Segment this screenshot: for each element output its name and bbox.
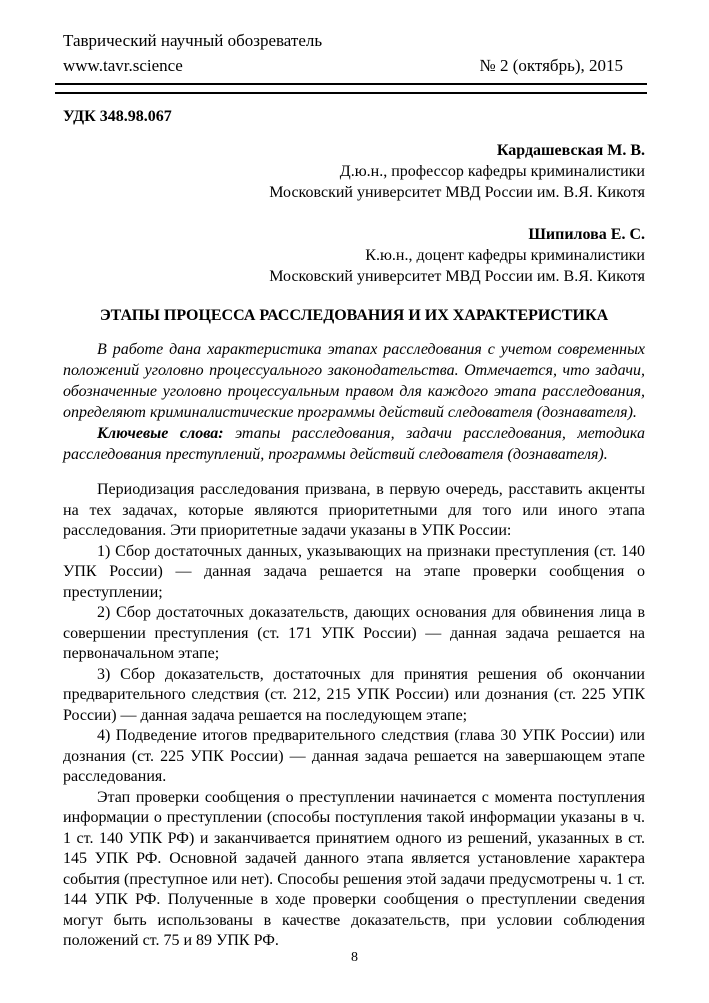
journal-url: www.tavr.science: [63, 56, 183, 75]
author-degree: Д.ю.н., профессор кафедры криминалистики: [339, 163, 645, 180]
journal-title: Таврический научный обозреватель: [63, 31, 323, 50]
author-affiliation: Московский университет МВД России им. В.Я. Кикотя: [269, 184, 645, 201]
author-name: Шипилова Е. С.: [528, 226, 645, 243]
author-degree: К.ю.н., доцент кафедры криминалистики: [365, 247, 645, 264]
article-body: [63, 480, 645, 952]
article-title: ЭТАПЫ ПРОЦЕССА РАССЛЕДОВАНИЯ И ИХ ХАРАКТЕРИСТИКА: [99, 307, 609, 324]
body-paragraph: Периодизация расследования призвана, в первую очередь, расставить акценты на тех задачах, которые являются приоритетными для того или иного этапа расследования. Эти приоритетные задачи указаны в УПК России:: [63, 481, 645, 539]
author-block-2: [63, 224, 645, 287]
keywords-line: [63, 423, 645, 465]
abstract-block: [63, 339, 645, 465]
body-paragraph: 2) Сбор достаточных доказательств, дающих основания для обвинения лица в совершении преступления (ст. 171 УПК России) — данная задача решается на первоначальном этапе;: [63, 604, 645, 662]
issue-label: № 2 (октябрь), 2015: [479, 56, 623, 75]
body-paragraph: 1) Сбор достаточных данных, указывающих на признаки преступления (ст. 140 УПК России) — данная задача решается на этапе проверки сообщения о преступлении;: [63, 542, 645, 601]
page-footer: [0, 950, 709, 966]
header-rule-top: [55, 83, 647, 85]
body-paragraph: Этап проверки сообщения о преступлении начинается с момента поступления информации о преступлении (способы поступления такой информации указаны в ч. 1 ст. 140 УПК РФ) и заканчивается принятием одного из решений, указанных в ст. 145 УПК РФ. Основной задачей данного этапа является установление характера события (преступное или нет). Способы решения этой задачи предусмотрены ч. 1 ст. 144 УПК РФ. Полученные в ходе проверки сообщения о преступлении сведения могут быть использованы в качестве доказательств, при условии соблюдения положений ст. 75 и 89 УПК РФ.: [63, 788, 645, 949]
page-number: 8: [351, 950, 358, 965]
author-affiliation: Московский университет МВД России им. В.Я. Кикотя: [269, 268, 645, 285]
abstract-text: В работе дана характеристика этапах расследования с учетом современных положений уголовно процессуального законодательства. Отмечается, что задачи, обозначенные уголовно процессуальным правом для каждого этапа расследования, определяют криминалистические программы действий следователя (дознавателя).: [63, 341, 645, 421]
body-paragraph: 4) Подведение итогов предварительного следствия (глава 30 УПК России) или дознания (ст. 225 УПК России) — данная задача решается на завершающем этапе расследования.: [63, 727, 645, 785]
authors-block: [63, 140, 645, 287]
author-block-1: [63, 140, 645, 203]
udk-code: УДК 348.98.067: [63, 108, 172, 125]
keywords-text: этапы расследования, задачи расследования, методика расследования преступлений, программы действий следователя (дознавателя).: [63, 425, 646, 463]
journal-header-row: [63, 55, 645, 76]
body-paragraph: 3) Сбор доказательств, достаточных для принятия решения об окончании предварительного следствия (ст. 212, 215 УПК России) или дознания (ст. 225 УПК России) — данная задача решается на последующем этапе;: [63, 665, 645, 724]
keywords-label: Ключевые слова:: [97, 425, 224, 442]
journal-header: [63, 30, 645, 94]
header-rule-bottom: [55, 92, 647, 94]
author-name: Кардашевская М. В.: [496, 142, 645, 159]
